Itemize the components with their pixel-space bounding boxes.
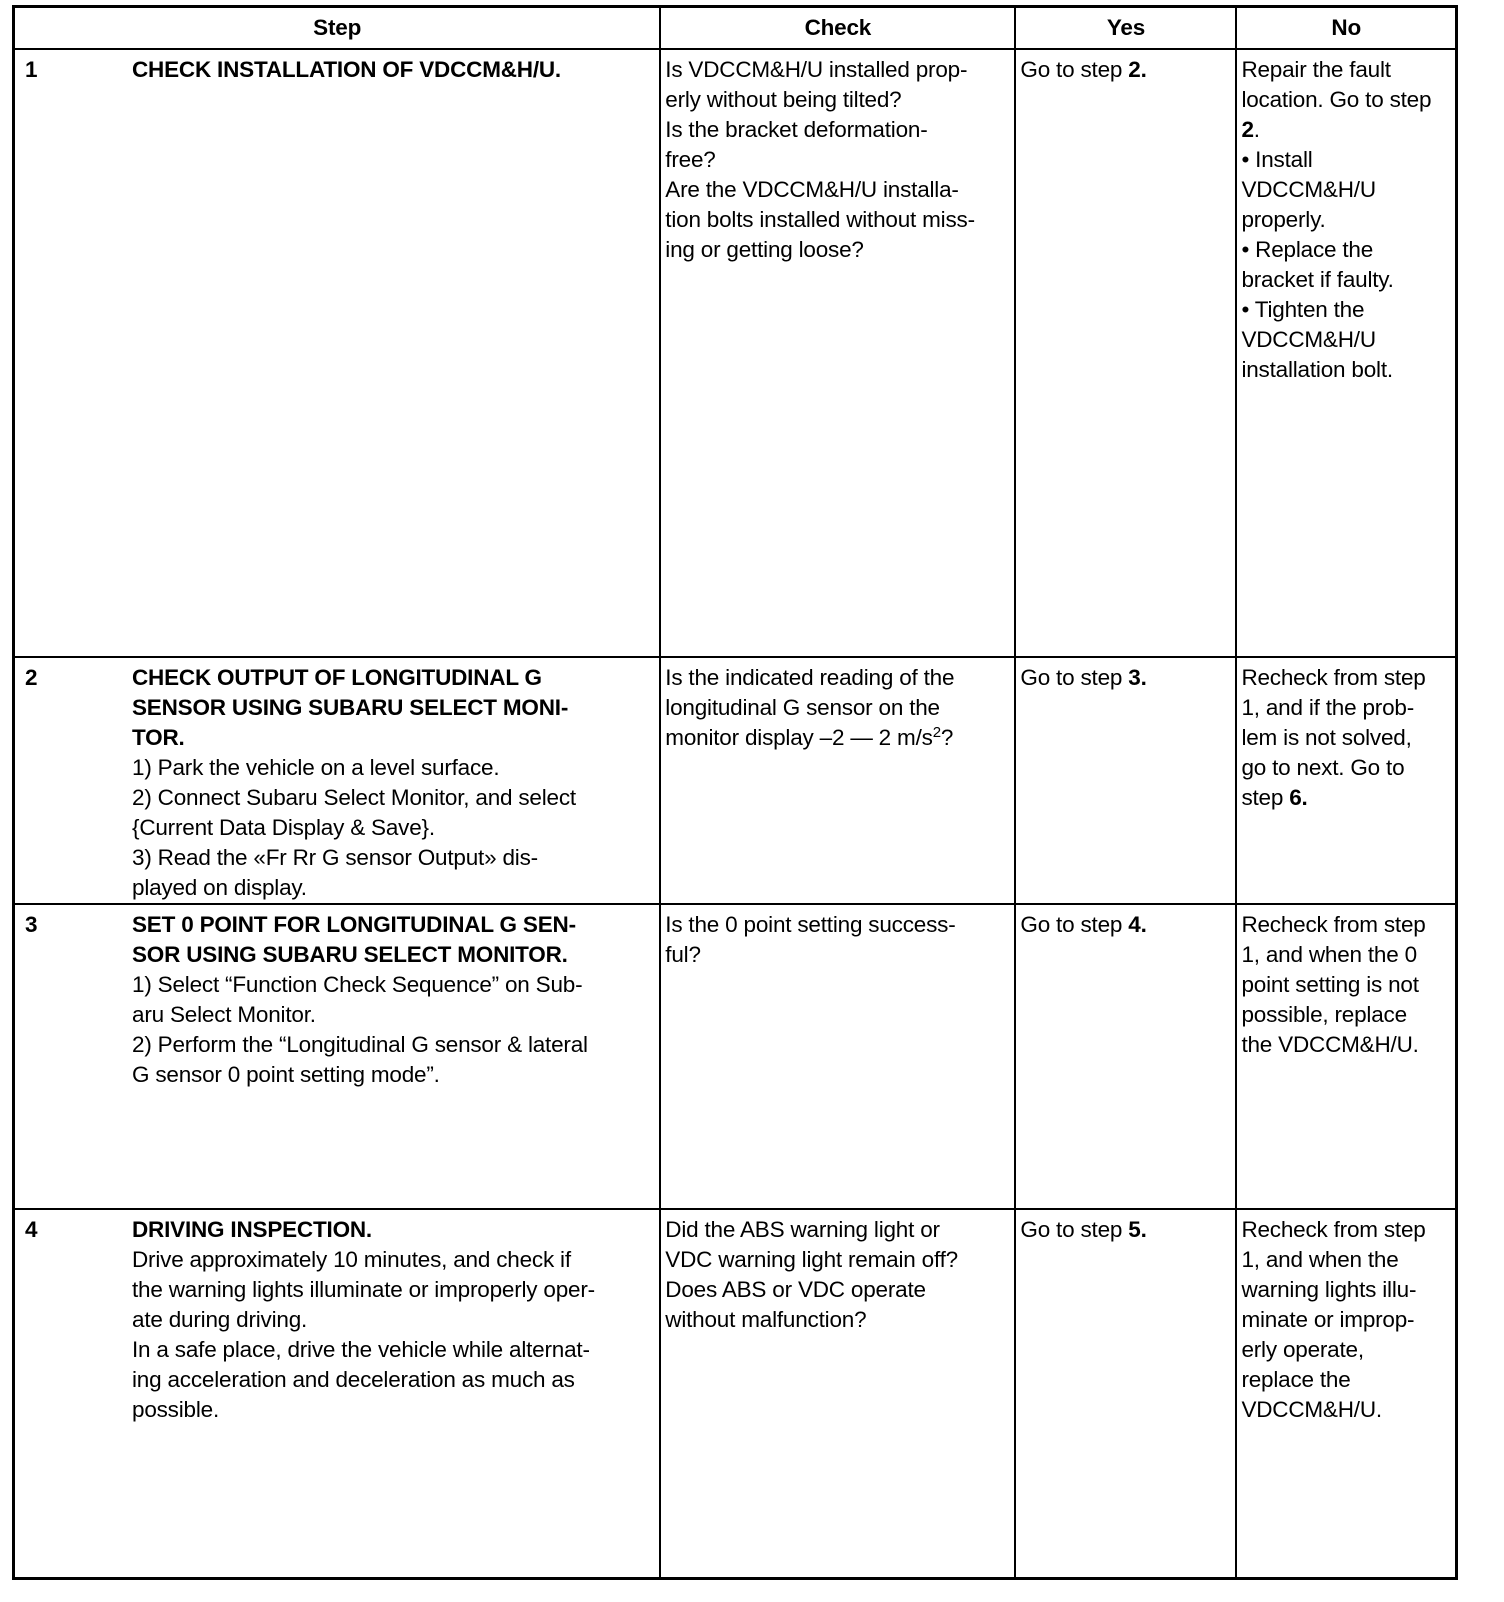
no-text: warning lights illu- <box>1241 1277 1417 1302</box>
yes-suffix: . <box>1140 912 1147 937</box>
step-body <box>132 1210 655 1425</box>
header-step: Step <box>14 7 661 50</box>
step-title: CHECK OUTPUT OF LONGITUDINAL G <box>132 665 542 690</box>
check-text: ing or getting loose? <box>665 237 864 262</box>
step-instruction: ing acceleration and deceleration as much as <box>132 1367 575 1392</box>
check-text: monitor display –2 — 2 m/s <box>665 725 933 750</box>
yes-suffix: . <box>1140 1217 1147 1242</box>
table-row <box>14 904 1457 1209</box>
no-text: lem is not solved, <box>1241 725 1412 750</box>
check-text: Did the ABS warning light or <box>665 1217 940 1242</box>
check-text: longitudinal G sensor on the <box>665 695 940 720</box>
no-text: Recheck from step <box>1241 912 1426 937</box>
step-title: SET 0 POINT FOR LONGITUDINAL G SEN- <box>132 912 576 937</box>
yes-text: Go to step <box>1020 912 1129 937</box>
yes-text: Go to step <box>1020 1217 1129 1242</box>
no-text: location. Go to step <box>1241 87 1432 112</box>
header-no: No <box>1236 7 1456 50</box>
no-text: bracket if faulty. <box>1241 267 1394 292</box>
no-bullet: • Install <box>1241 147 1313 172</box>
step-cell <box>14 49 661 657</box>
no-cell <box>1236 904 1456 1209</box>
step-number: 2 <box>25 665 38 690</box>
step-instruction: 2) Perform the “Longitudinal G sensor & lateral <box>132 1032 588 1057</box>
no-text: step <box>1241 785 1290 810</box>
no-text: point setting is not <box>1241 972 1419 997</box>
no-text: properly. <box>1241 207 1326 232</box>
no-text: Recheck from step <box>1241 665 1426 690</box>
no-text: 1, and if the prob- <box>1241 695 1415 720</box>
check-cell <box>660 1209 1015 1579</box>
step-title: SOR USING SUBARU SELECT MONITOR. <box>132 942 568 967</box>
no-text: VDCCM&H/U <box>1241 177 1376 202</box>
yes-cell <box>1015 657 1236 904</box>
no-text: possible, replace <box>1241 1002 1407 1027</box>
step-instruction: {Current Data Display & Save}. <box>132 815 435 840</box>
yes-cell <box>1015 904 1236 1209</box>
no-text: 1, and when the 0 <box>1241 942 1417 967</box>
no-text: VDCCM&H/U <box>1241 327 1376 352</box>
no-cell <box>1236 1209 1456 1579</box>
no-bullet: • Replace the <box>1241 237 1374 262</box>
step-instruction: played on display. <box>132 875 307 900</box>
yes-text: Go to step <box>1020 57 1129 82</box>
no-suffix: . <box>1301 785 1308 810</box>
step-instruction: In a safe place, drive the vehicle while alternat- <box>132 1337 590 1362</box>
yes-step-ref: 4 <box>1128 912 1141 937</box>
yes-step-ref: 3 <box>1128 665 1141 690</box>
step-cell <box>14 657 661 904</box>
no-text: go to next. Go to <box>1241 755 1405 780</box>
no-text: 1, and when the <box>1241 1247 1399 1272</box>
step-instruction: the warning lights illuminate or improperly oper- <box>132 1277 595 1302</box>
no-text: erly operate, <box>1241 1337 1364 1362</box>
check-text: Is the bracket deformation- <box>665 117 928 142</box>
no-text: VDCCM&H/U. <box>1241 1397 1382 1422</box>
step-instruction: ate during driving. <box>132 1307 308 1332</box>
check-text: ful? <box>665 942 701 967</box>
step-title: TOR. <box>132 725 185 750</box>
check-cell <box>660 49 1015 657</box>
step-title: CHECK INSTALLATION OF VDCCM&H/U. <box>132 57 561 82</box>
no-text: minate or improp- <box>1241 1307 1415 1332</box>
no-text: replace the <box>1241 1367 1351 1392</box>
step-instruction: 2) Connect Subaru Select Monitor, and select <box>132 785 576 810</box>
no-cell <box>1236 657 1456 904</box>
check-text: Is VDCCM&H/U installed prop- <box>665 57 968 82</box>
step-number: 1 <box>25 57 38 82</box>
check-text: without malfunction? <box>665 1307 867 1332</box>
yes-step-ref: 5 <box>1128 1217 1141 1242</box>
yes-suffix: . <box>1140 665 1147 690</box>
step-instruction: 1) Select “Function Check Sequence” on Sub- <box>132 972 583 997</box>
yes-text: Go to step <box>1020 665 1129 690</box>
header-yes: Yes <box>1015 7 1236 50</box>
table-header-row <box>14 7 1457 50</box>
check-cell <box>660 657 1015 904</box>
step-body <box>132 50 655 85</box>
no-suffix: . <box>1253 117 1260 142</box>
no-text: the VDCCM&H/U. <box>1241 1032 1419 1057</box>
check-text: tion bolts installed without miss- <box>665 207 975 232</box>
no-text: Recheck from step <box>1241 1217 1426 1242</box>
step-number: 3 <box>25 912 38 937</box>
yes-cell <box>1015 49 1236 657</box>
yes-step-ref: 2 <box>1128 57 1141 82</box>
check-text: Are the VDCCM&H/U installa- <box>665 177 959 202</box>
step-cell <box>14 904 661 1209</box>
no-text: installation bolt. <box>1241 357 1393 382</box>
step-body <box>132 905 655 1090</box>
check-text: erly without being tilted? <box>665 87 902 112</box>
unit-exponent: 2 <box>932 724 941 741</box>
step-instruction: 1) Park the vehicle on a level surface. <box>132 755 500 780</box>
no-bullet: • Tighten the <box>1241 297 1365 322</box>
check-text: Is the indicated reading of the <box>665 665 955 690</box>
step-instruction: Drive approximately 10 minutes, and check if <box>132 1247 571 1272</box>
check-text: VDC warning light remain off? <box>665 1247 958 1272</box>
step-title: DRIVING INSPECTION. <box>132 1217 372 1242</box>
table-row <box>14 49 1457 657</box>
step-instruction: 3) Read the «Fr Rr G sensor Output» dis- <box>132 845 538 870</box>
no-cell <box>1236 49 1456 657</box>
step-cell <box>14 1209 661 1579</box>
check-text: free? <box>665 147 716 172</box>
step-instruction: aru Select Monitor. <box>132 1002 316 1027</box>
step-body <box>132 658 655 903</box>
table-row <box>14 1209 1457 1579</box>
yes-cell <box>1015 1209 1236 1579</box>
no-step-ref: 2 <box>1241 117 1254 142</box>
no-step-ref: 6 <box>1289 785 1302 810</box>
diagnostic-procedure-table <box>12 5 1458 1580</box>
header-check: Check <box>660 7 1015 50</box>
check-suffix: ? <box>940 725 954 750</box>
no-text: Repair the fault <box>1241 57 1391 82</box>
step-instruction: possible. <box>132 1397 220 1422</box>
step-number: 4 <box>25 1217 38 1242</box>
step-title: SENSOR USING SUBARU SELECT MONI- <box>132 695 569 720</box>
table-row <box>14 657 1457 904</box>
check-text: Does ABS or VDC operate <box>665 1277 926 1302</box>
yes-suffix: . <box>1140 57 1147 82</box>
check-cell <box>660 904 1015 1209</box>
step-instruction: G sensor 0 point setting mode”. <box>132 1062 440 1087</box>
check-text: Is the 0 point setting success- <box>665 912 956 937</box>
